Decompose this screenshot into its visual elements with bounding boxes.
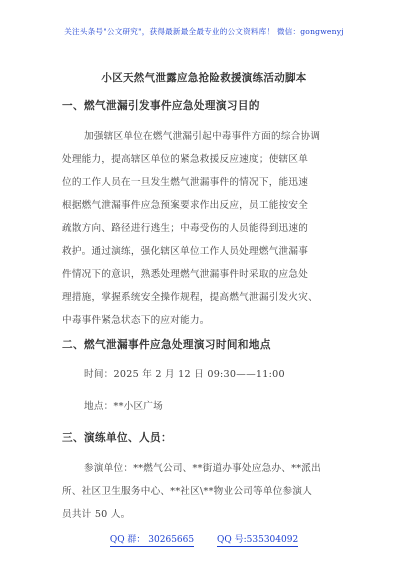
paragraph-line: 根据燃气泄漏事件应急预案要求作出反应，员工能按安全 <box>62 200 309 211</box>
paragraph-line: 中毒事件紧急状态下的应对能力。 <box>62 315 210 326</box>
section-heading-time-place: 二、燃气泄漏事件应急处理演习时间和地点 <box>62 339 271 351</box>
place-line: 地点：**小区广场 <box>84 401 163 412</box>
paragraph-line: 员共计 50 人。 <box>62 509 131 520</box>
header-banner: 关注头条号"公文研究"，获得最新最全最专业的公文资料库！ 微信：gongwenyj <box>64 27 344 36</box>
paragraph-line: 处理能力，提高辖区单位的紧急救援反应速度；使辖区单 <box>62 154 309 165</box>
paragraph-line: 加强辖区单位在燃气泄漏引起中毒事件方面的综合协调 <box>84 131 321 142</box>
paragraph-line: 参演单位：**燃气公司、**街道办事处应急办、**派出 <box>84 463 321 474</box>
paragraph-line: 所、社区卫生服务中心、**社区\**物业公司等单位参演人 <box>62 486 313 497</box>
paragraph-line: 位的工作人员在一旦发生燃气泄漏事件的情况下，能迅速 <box>62 177 309 188</box>
section-heading-units: 三、演练单位、人员： <box>62 432 172 444</box>
time-line: 时间：2025 年 2 月 12 日 09:30——11:00 <box>84 369 285 380</box>
section-heading-purpose: 一、燃气泄漏引发事件应急处理演习目的 <box>62 100 260 112</box>
qq-number-link[interactable]: QQ 号:535304092 <box>216 535 299 545</box>
paragraph-line: 件情况下的意识，熟悉处理燃气泄漏事件时采取的应急处 <box>62 269 309 280</box>
paragraph-line: 疏散方向、路径进行逃生；中毒受伤的人员能得到迅速的 <box>62 223 309 234</box>
document-title: 小区天然气泄露应急抢险救援演练活动脚本 <box>101 72 307 84</box>
footer-contacts <box>0 535 408 547</box>
paragraph-line: 救护。通过演练，强化辖区单位工作人员处理燃气泄漏事 <box>62 246 309 257</box>
paragraph-line: 理措施，掌握系统安全操作规程，提高燃气泄漏引发火灾、 <box>62 292 318 303</box>
qq-group-link[interactable]: QQ 群： 30265665 <box>109 535 195 545</box>
